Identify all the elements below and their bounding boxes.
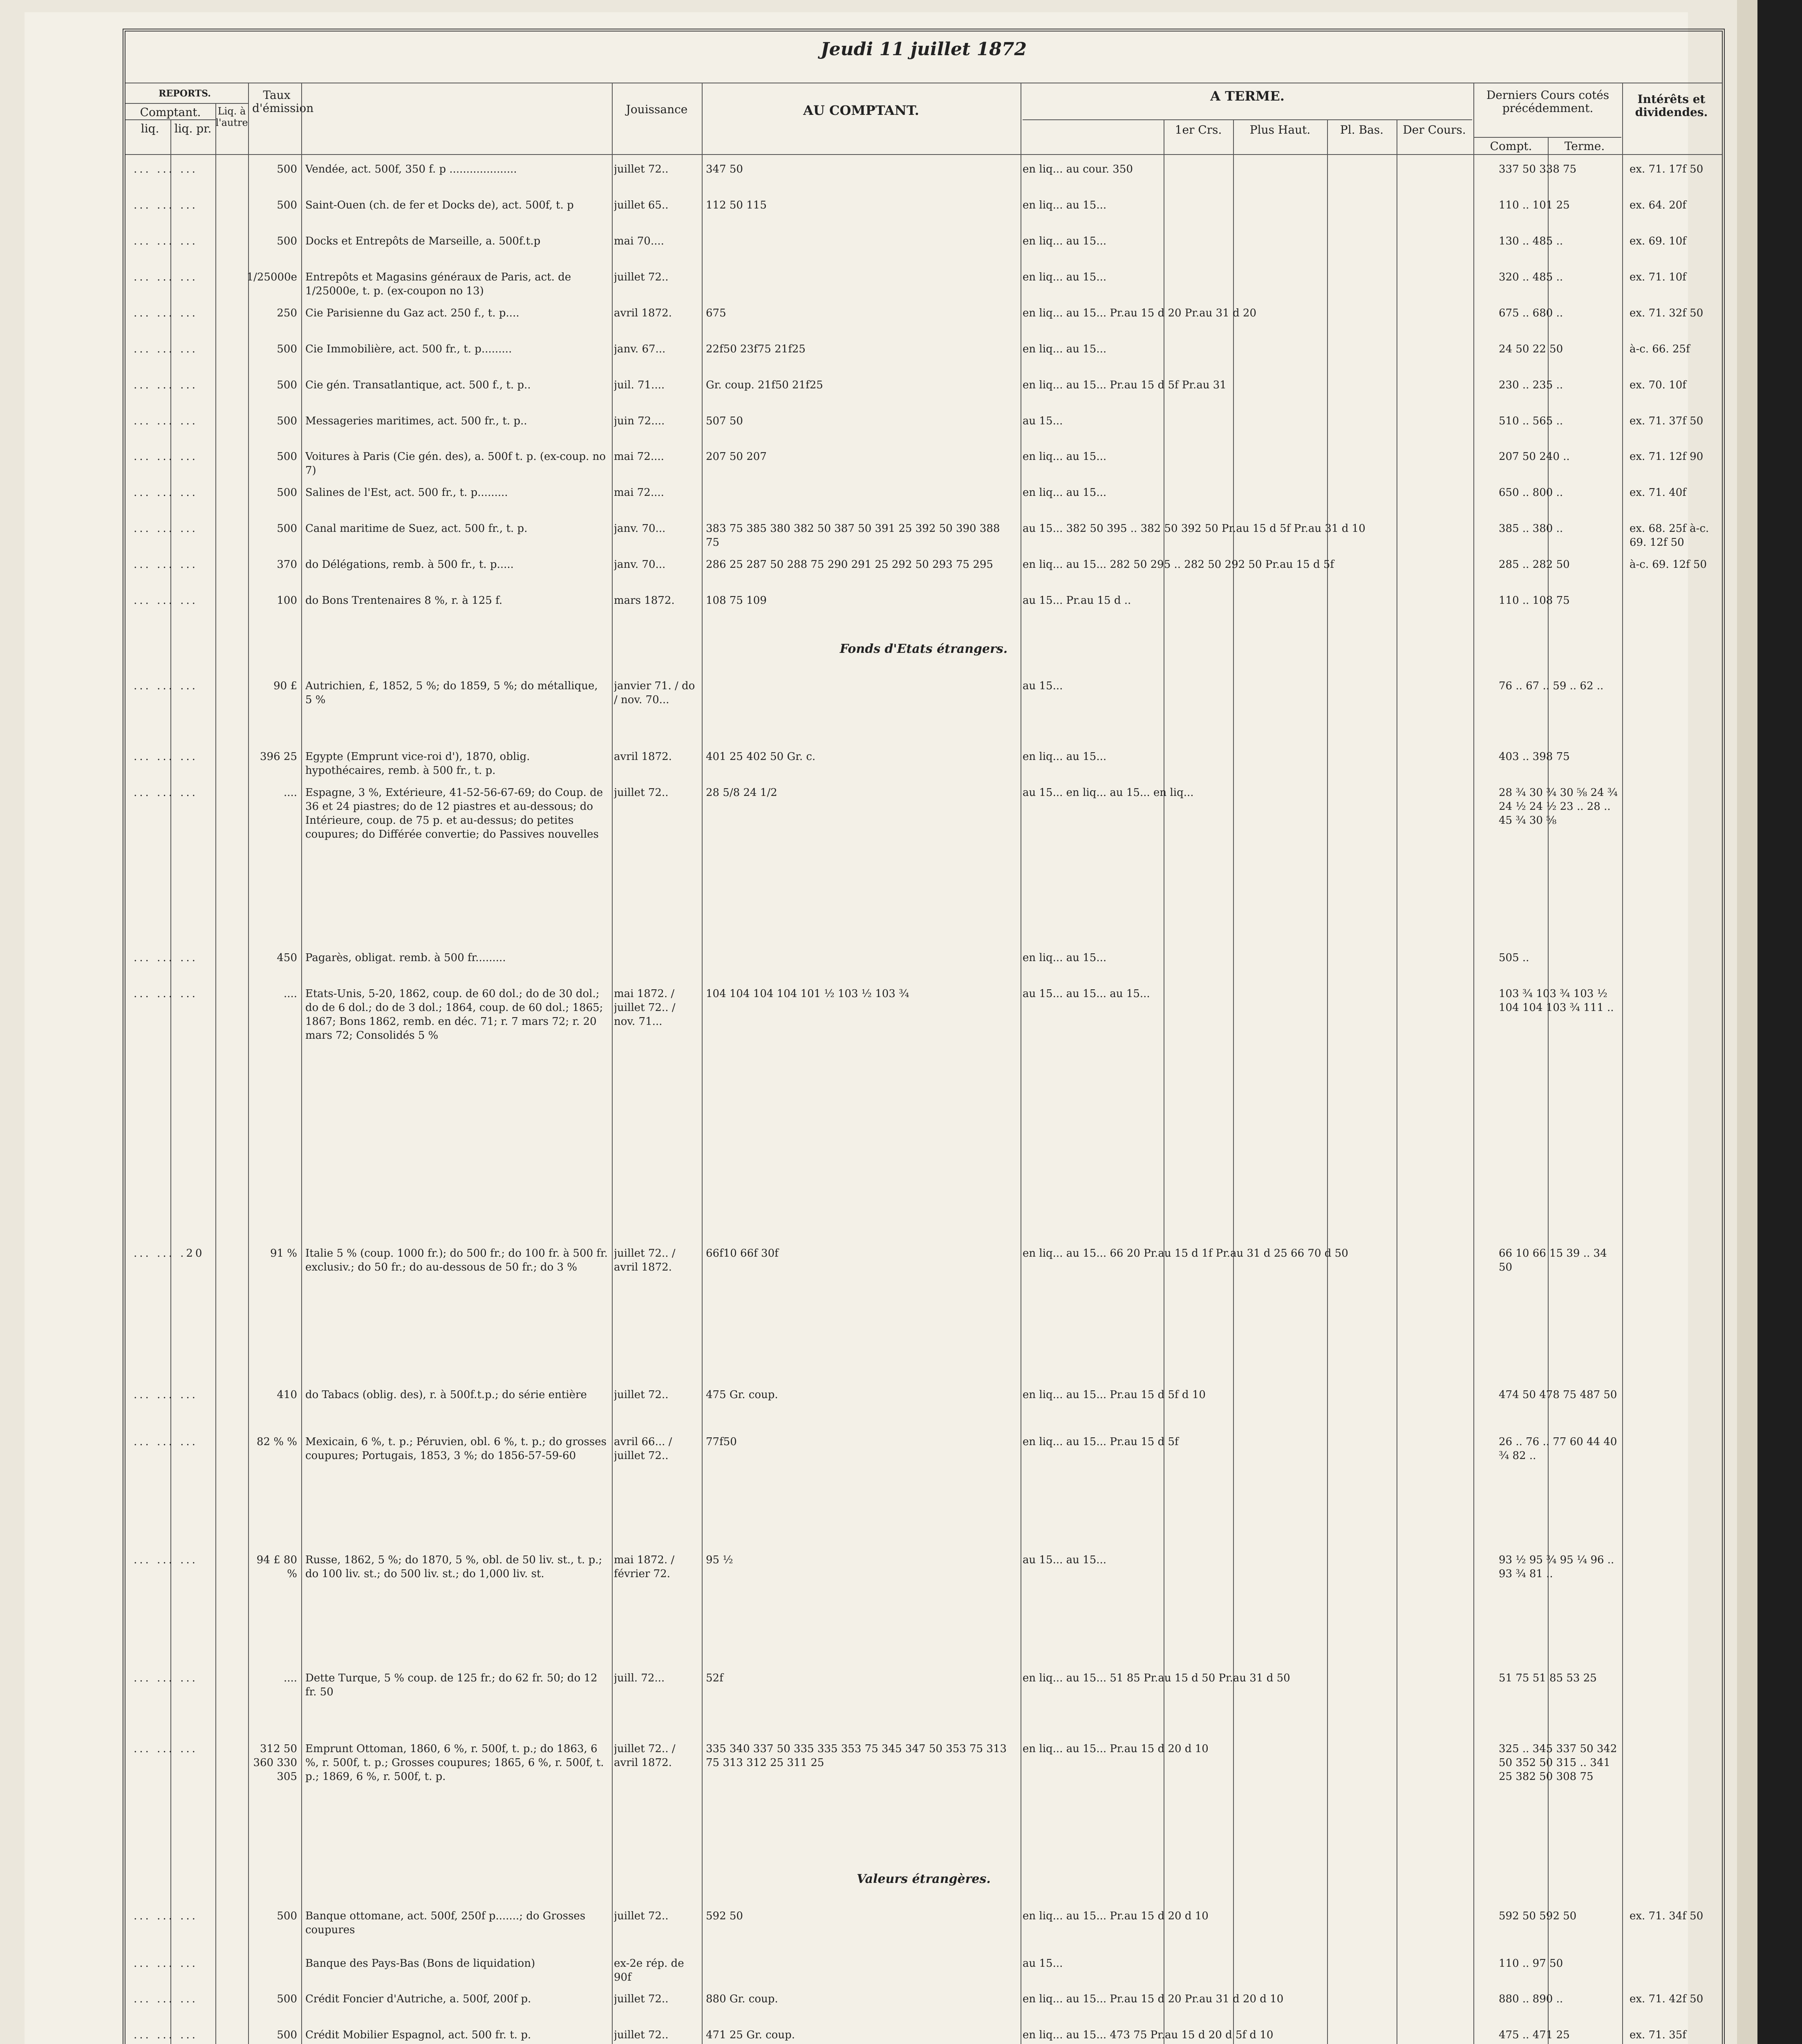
reports-cell: ... ... ... [134,379,198,391]
reports-cell: ... ... ... [134,235,198,247]
previous-prices: 230 .. 235 .. [1499,379,1563,391]
reports-cell: ... ... ... [134,415,198,427]
jouissance-cell: juillet 72.. [614,271,669,283]
security-name: Docks et Entrepôts de Marseille, a. 500f.t.p [305,235,541,247]
terme-prices: en liq... au 15... [1023,952,1107,964]
interest-cell: ex. 71. 40f [1630,486,1686,499]
reports-cell: ... ... ... [134,751,198,763]
reports-cell: ... ... ... [134,1436,198,1448]
security-name: Cie Immobilière, act. 500 fr., t. p......... [305,343,512,355]
previous-prices: 325 .. 345 337 50 342 50 352 50 315 .. 341 25 382 50 308 75 [1499,1742,1617,1783]
reports-cell: ... ... ... [134,343,198,355]
jouissance-cell: mai 72.... [614,486,664,499]
terme-prices: en liq... au 15... Pr.au 15 d 20 d 10 [1023,1742,1209,1755]
reports-cell: ... ... ... [134,199,198,211]
taux-cell: 312 50 360 330 305 [253,1742,297,1783]
header-compt: Compt. [1490,139,1532,153]
table-row [125,679,1722,750]
previous-prices: 110 .. 97 50 [1499,1957,1563,1970]
security-name: Saint-Ouen (ch. de fer et Docks de), act. 500f, t. p [305,199,574,211]
table-row [125,198,1722,234]
taux-cell: 396 25 [260,751,297,763]
terme-prices: au 15... en liq... au 15... en liq... [1023,787,1194,799]
header-jouissance: Jouissance [626,103,688,116]
jouissance-cell: juillet 72.. [614,1910,669,1923]
header-comptant: Comptant. [140,105,201,119]
interest-cell: ex. 68. 25f à-c. 69. 12f 50 [1630,522,1709,549]
interest-cell: ex. 71. 42f 50 [1630,1993,1704,2006]
table-row [125,270,1722,306]
comptant-prices: 52f [706,1672,723,1684]
taux-cell: 410 [277,1389,297,1401]
terme-prices: en liq... au 15... [1023,235,1107,247]
terme-prices: au 15... [1023,1957,1063,1970]
security-name: Italie 5 % (coup. 1000 fr.); do 500 fr.; do 100 fr. à 500 fr. exclusiv.; do 50 fr.; do au-dessous de 50 fr.; do 3 % [305,1247,608,1273]
security-name: Crédit Mobilier Espagnol, act. 500 fr. t. p. [305,2029,531,2042]
comptant-prices: 475 Gr. coup. [706,1389,778,1401]
terme-prices: au 15... [1023,680,1063,693]
reports-cell: ... ... ... [134,787,198,799]
terme-prices: au 15... au 15... [1023,1554,1107,1566]
jouissance-cell: juillet 72.. [614,1389,669,1401]
interest-cell: ex. 71. 35f [1630,2029,1686,2042]
comptant-prices [706,234,1016,270]
jouissance-cell: janvier 71. / do / nov. 70... [614,680,695,706]
security-name: Russe, 1862, 5 %; do 1870, 5 %, obl. de 50 liv. st., t. p.; do 100 liv. st.; do 500 liv. st.; do 1,000 liv. st. [305,1554,602,1580]
terme-prices: en liq... au 15... [1023,751,1107,763]
table-row [125,951,1722,987]
jouissance-cell: juillet 72.. / avril 1872. [614,1742,676,1769]
table-body [125,31,1722,2044]
previous-prices: 110 .. 108 75 [1499,594,1570,607]
reports-cell: ... ... ... [134,522,198,535]
previous-prices: 337 50 338 75 [1499,163,1577,175]
header-a-terme: A TERME. [1210,88,1285,104]
previous-prices: 51 75 51 85 53 25 [1499,1672,1597,1684]
interest-cell: ex. 64. 20f [1630,199,1686,211]
interest-cell [1630,1671,1719,1742]
interest-cell: ex. 69. 10f [1630,235,1686,247]
terme-prices: en liq... au 15... Pr.au 15 d 20 Pr.au 31 d 20 [1023,307,1257,319]
reports-cell: ... ... ... [134,988,198,1000]
comptant-prices: 383 75 385 380 382 50 387 50 391 25 392 50 390 388 75 [706,522,1000,549]
taux-cell: 1/25000e [246,271,297,283]
table-row [125,1909,1722,1956]
taux-cell: 500 [277,486,297,499]
comptant-prices: 22f50 23f75 21f25 [706,343,806,355]
interest-cell: à-c. 69. 12f 50 [1630,558,1707,571]
table-row [125,786,1722,951]
interest-cell [1630,1553,1719,1671]
reports-cell: ... ... ... [134,163,198,175]
comptant-prices [706,486,1016,522]
terme-prices: au 15... au 15... au 15... [1023,988,1150,1000]
taux-cell: 91 % [270,1247,297,1260]
comptant-prices: Gr. coup. 21f50 21f25 [706,379,823,391]
previous-prices: 592 50 592 50 [1499,1910,1577,1923]
terme-prices: en liq... au 15... Pr.au 15 d 20 d 10 [1023,1910,1209,1923]
jouissance-cell: juillet 72.. / avril 1872. [614,1247,676,1273]
comptant-prices: 207 50 207 [706,450,767,463]
interest-cell: à-c. 66. 25f [1630,343,1690,355]
interest-cell [1630,951,1719,987]
table-row [125,594,1722,630]
interest-cell: ex. 70. 10f [1630,379,1686,391]
previous-prices: 110 .. 101 25 [1499,199,1570,211]
reports-cell: ... ... ... [134,1554,198,1566]
table-row [125,2028,1722,2044]
interest-cell: ex. 71. 34f 50 [1630,1910,1704,1923]
terme-prices: en liq... au 15... [1023,199,1107,211]
jouissance-cell: mai 1872. / février 72. [614,1554,675,1580]
taux-cell: 370 [277,558,297,571]
jouissance-cell: avril 1872. [614,307,672,319]
header-taux: Taux d'émission [252,88,314,115]
reports-cell: ... ... ... [134,594,198,607]
table-row [125,414,1722,450]
terme-prices: en liq... au cour. 350 [1023,163,1133,175]
table-row [125,306,1722,342]
security-name: Canal maritime de Suez, act. 500 fr., t. p. [305,522,528,535]
jouissance-cell: juill. 72... [614,1672,665,1684]
interest-cell [1630,1388,1719,1435]
reports-cell: ... ... ... [134,2029,198,2042]
table-row [125,1957,1722,1992]
previous-prices: 93 ½ 95 ¾ 95 ¼ 96 .. 93 ¾ 81 .. [1499,1554,1614,1580]
comptant-prices: 592 50 [706,1910,743,1923]
jouissance-cell: janv. 67... [614,343,666,355]
interest-cell [1630,1435,1719,1553]
terme-prices: en liq... au 15... 282 50 295 .. 282 50 292 50 Pr.au 15 d 5f [1023,558,1334,571]
security-name: Cie Parisienne du Gaz act. 250 f., t. p.... [305,307,519,319]
taux-cell: 500 [277,163,297,175]
security-name: do Tabacs (oblig. des), r. à 500f.t.p.; do série entière [305,1389,587,1401]
reports-cell: ... ... ... [134,558,198,571]
table-row [125,1553,1722,1671]
reports-cell: ... ... ... [134,1993,198,2006]
previous-prices: 26 .. 76 .. 77 60 44 40 ¾ 82 .. [1499,1436,1617,1462]
terme-prices: en liq... au 15... 473 75 Pr.au 15 d 20 d 5f d 10 [1023,2029,1274,2042]
security-name: Dette Turque, 5 % coup. de 125 fr.; do 62 fr. 50; do 12 fr. 50 [305,1672,598,1698]
header-premier-cours: 1er Crs. [1175,123,1222,137]
comptant-prices [706,270,1016,306]
table-row [125,378,1722,414]
taux-cell: 500 [277,379,297,391]
taux-cell: 500 [277,1993,297,2006]
previous-prices: 675 .. 680 .. [1499,307,1563,319]
taux-cell: 500 [277,522,297,535]
reports-cell: ... ... ... [134,1389,198,1401]
header-liq-a-lautre: Liq. à l'autre [215,105,248,128]
taux-cell: 90 £ [273,680,297,693]
taux-cell: 500 [277,450,297,463]
terme-prices: au 15... 382 50 395 .. 382 50 392 50 Pr.au 15 d 5f Pr.au 31 d 10 [1023,522,1365,535]
security-name: Voitures à Paris (Cie gén. des), a. 500f t. p. (ex-coup. no 7) [305,450,606,477]
security-name: Emprunt Ottoman, 1860, 6 %, r. 500f, t. p.; do 1863, 6 %, r. 500f, t. p.; Grosses coupures; 1865, 6 %, r. 500f, t. p.; 1869, 6 %, r. 500f, t. p. [305,1742,604,1783]
terme-prices: en liq... au 15... [1023,450,1107,463]
terme-prices: en liq... au 15... [1023,343,1107,355]
header-liq-pr: liq. pr. [174,122,212,135]
previous-prices: 285 .. 282 50 [1499,558,1570,571]
previous-prices: 24 50 22 50 [1499,343,1563,355]
reports-cell: ... ... ... [134,952,198,964]
taux-cell: 100 [277,594,297,607]
reports-cell: ... ... ... [134,1957,198,1970]
previous-prices: 66 10 66 15 39 .. 34 50 [1499,1247,1607,1273]
reports-cell: ... ... ... [134,307,198,319]
jouissance-cell: janv. 70... [614,558,666,571]
interest-cell: ex. 71. 10f [1630,271,1686,283]
comptant-prices: 104 104 104 104 101 ½ 103 ½ 103 ¾ [706,988,909,1000]
taux-cell: 250 [277,307,297,319]
previous-prices: 403 .. 398 75 [1499,751,1570,763]
terme-prices: en liq... au 15... [1023,271,1107,283]
comptant-prices: 112 50 115 [706,199,767,211]
jouissance-cell: juillet 72.. [614,2029,669,2042]
comptant-prices: 66f10 66f 30f [706,1247,779,1260]
taux-cell: 500 [277,235,297,247]
previous-prices: 385 .. 380 .. [1499,522,1563,535]
header-terme: Terme. [1564,139,1605,153]
previous-prices: 28 ¾ 30 ¾ 30 ⅝ 24 ¾ 24 ½ 24 ½ 23 .. 28 .. 45 ¾ 30 ⅝ [1499,787,1618,827]
comptant-prices: 401 25 402 50 Gr. c. [706,751,816,763]
comptant-prices: 335 340 337 50 335 335 353 75 345 347 50 353 75 313 75 313 312 25 311 25 [706,1742,1007,1769]
security-name: Mexicain, 6 %, t. p.; Péruvien, obl. 6 %, t. p.; do grosses coupures; Portugais, 1853, 3 %; do 1856-57-59-60 [305,1436,607,1462]
table-row [125,1992,1722,2028]
header-liq: liq. [141,122,159,135]
interest-cell [1630,1957,1719,1992]
table-row [125,558,1722,594]
reports-cell: ... ... ... [134,271,198,283]
header-reports: REPORTS. [159,88,211,99]
taux-cell: .... [283,1672,297,1684]
taux-cell: .... [283,988,297,1000]
comptant-prices: 347 50 [706,163,743,175]
table-row [125,522,1722,558]
security-name: Banque ottomane, act. 500f, 250f p.......; do Grosses coupures [305,1910,586,1936]
table-row [125,1742,1722,1860]
reports-cell: ... ... ... [134,486,198,499]
jouissance-cell: avril 1872. [614,751,672,763]
comptant-prices [706,679,1016,750]
header-derniers-cours: Derniers Cours cotés précédemment. [1486,88,1609,115]
terme-prices: en liq... au 15... [1023,486,1107,499]
interest-cell: ex. 71. 12f 90 [1630,450,1704,463]
security-name: do Délégations, remb. à 500 fr., t. p..... [305,558,514,571]
comptant-prices: 108 75 109 [706,594,767,607]
taux-cell: 500 [277,2029,297,2042]
terme-prices: en liq... au 15... 51 85 Pr.au 15 d 50 Pr.au 31 d 50 [1023,1672,1290,1684]
interest-cell [1630,679,1719,750]
security-name: Vendée, act. 500f, 350 f. p .................... [305,163,517,175]
security-name: Banque des Pays-Bas (Bons de liquidation) [305,1957,535,1970]
taux-cell: 94 £ 80 % [256,1554,297,1580]
comptant-prices [706,1957,1016,1992]
header-interets: Intérêts et dividendes. [1635,92,1708,119]
taux-cell: .... [283,787,297,799]
jouissance-cell: mai 70.... [614,235,664,247]
taux-cell: 500 [277,1910,297,1923]
jouissance-cell: juillet 72.. [614,787,669,799]
page-title: Jeudi 11 juillet 1872 [820,39,1027,60]
previous-prices: 510 .. 565 .. [1499,415,1563,427]
interest-cell [1630,750,1719,786]
jouissance-cell: janv. 70... [614,522,666,535]
table-row [125,162,1722,198]
table-row [125,1435,1722,1553]
jouissance-cell: juillet 72.. [614,1993,669,2006]
table-row [125,342,1722,378]
terme-prices: en liq... au 15... Pr.au 15 d 5f d 10 [1023,1389,1206,1401]
previous-prices: 207 50 240 .. [1499,450,1570,463]
security-name: Cie gén. Transatlantique, act. 500 f., t. p.. [305,379,531,391]
previous-prices: 320 .. 485 .. [1499,271,1563,283]
interest-cell: ex. 71. 32f 50 [1630,307,1704,319]
comptant-prices: 880 Gr. coup. [706,1993,778,2006]
interest-cell [1630,987,1719,1246]
interest-cell [1630,594,1719,630]
previous-prices: 505 .. [1499,952,1529,964]
previous-prices: 475 .. 471 25 [1499,2029,1570,2042]
table-row [125,1388,1722,1435]
interest-cell [1630,1246,1719,1388]
terme-prices: en liq... au 15... 66 20 Pr.au 15 d 1f Pr.au 31 d 25 66 70 d 50 [1023,1247,1348,1260]
comptant-prices: 286 25 287 50 288 75 290 291 25 292 50 293 75 295 [706,558,993,571]
jouissance-cell: mai 1872. / juillet 72.. / nov. 71... [614,988,676,1028]
reports-cell: ... ... ... [134,1910,198,1923]
taux-cell: 500 [277,343,297,355]
previous-prices: 130 .. 485 .. [1499,235,1563,247]
reports-cell: ... ... ... [134,680,198,693]
jouissance-cell: juil. 71.... [614,379,665,391]
comptant-prices: 28 5/8 24 1/2 [706,787,777,799]
comptant-prices: 507 50 [706,415,743,427]
interest-cell: ex. 71. 37f 50 [1630,415,1704,427]
header-dernier-cours: Der Cours. [1403,123,1466,137]
taux-cell: 450 [277,952,297,964]
security-name: Messageries maritimes, act. 500 fr., t. p.. [305,415,527,427]
header-plus-haut: Plus Haut. [1249,123,1311,137]
table-row [125,1246,1722,1388]
comptant-prices: 675 [706,307,726,319]
jouissance-cell: avril 66... / juillet 72.. [614,1436,672,1462]
interest-cell [1630,786,1719,951]
taux-cell: 82 % % [256,1436,297,1448]
binding-edge [1757,0,1802,2044]
terme-prices: au 15... [1023,415,1063,427]
table-row [125,486,1722,522]
security-name: Salines de l'Est, act. 500 fr., t. p......... [305,486,508,499]
price-table [123,29,1725,2044]
jouissance-cell: juillet 65.. [614,199,669,211]
table-row [125,987,1722,1246]
security-name: Autrichien, £, 1852, 5 %; do 1859, 5 %; do métallique, 5 % [305,680,598,706]
comptant-prices: 77f50 [706,1436,737,1448]
terme-prices: en liq... au 15... Pr.au 15 d 5f [1023,1436,1179,1448]
security-name: Entrepôts et Magasins généraux de Paris, act. de 1/25000e, t. p. (ex-coupon no 13) [305,271,571,297]
security-name: Egypte (Emprunt vice-roi d'), 1870, oblig. hypothécaires, remb. à 500 fr., t. p. [305,751,530,777]
security-name: do Bons Trentenaires 8 %, r. à 125 f. [305,594,503,607]
previous-prices: 880 .. 890 .. [1499,1993,1563,2006]
terme-prices: en liq... au 15... Pr.au 15 d 5f Pr.au 31 [1023,379,1227,391]
reports-cell: ... ... ... [134,1672,198,1684]
jouissance-cell: mai 72.... [614,450,664,463]
header-plus-bas: Pl. Bas. [1340,123,1384,137]
reports-cell: ... ... .20 [134,1247,205,1260]
previous-prices: 650 .. 800 .. [1499,486,1563,499]
section-heading: Valeurs étrangères. [857,1872,991,1887]
security-name: Espagne, 3 %, Extérieure, 41-52-56-67-69; do Coup. de 36 et 24 piastres; do de 12 piastres et au-dessous; do Intérieure, coup. de 75 p. et au-dessus; do petites coupures; do Différée convertie; do Passives nouvelles [305,787,603,841]
terme-prices: en liq... au 15... Pr.au 15 d 20 Pr.au 31 d 20 d 10 [1023,1993,1284,2006]
security-name: Crédit Foncier d'Autriche, a. 500f, 200f p. [305,1993,531,2006]
interest-cell [1630,1742,1719,1860]
comptant-prices: 95 ½ [706,1554,733,1566]
comptant-prices: 471 25 Gr. coup. [706,2029,795,2042]
terme-prices: au 15... Pr.au 15 d .. [1023,594,1131,607]
security-name: Etats-Unis, 5-20, 1862, coup. de 60 dol.; do de 30 dol.; do de 6 dol.; do de 3 dol.; 1864, coup. de 60 dol.; 1865; 1867; Bons 1862, remb. en déc. 71; r. 7 mars 72; r. 20 mars 72; Consolidés 5 % [305,988,603,1042]
table-row [125,1671,1722,1742]
jouissance-cell [614,951,700,987]
table-row [125,450,1722,486]
comptant-prices [706,951,1016,987]
jouissance-cell: juin 72.... [614,415,665,427]
previous-prices: 474 50 478 75 487 50 [1499,1389,1617,1401]
table-row [125,234,1722,270]
jouissance-cell: ex-2e rép. de 90f [614,1957,684,1983]
reports-cell: ... ... ... [134,1742,198,1755]
previous-prices: 103 ¾ 103 ¾ 103 ½ 104 104 103 ¾ 111 .. [1499,988,1614,1014]
taux-cell [246,1957,297,1992]
table-row [125,750,1722,786]
previous-prices: 76 .. 67 .. 59 .. 62 .. [1499,680,1604,693]
jouissance-cell: juillet 72.. [614,163,669,175]
reports-cell: ... ... ... [134,450,198,463]
jouissance-cell: mars 1872. [614,594,675,607]
taux-cell: 500 [277,199,297,211]
header-au-comptant: AU COMPTANT. [803,103,919,118]
security-name: Pagarès, obligat. remb. à 500 fr......... [305,952,506,964]
interest-cell: ex. 71. 17f 50 [1630,163,1704,175]
taux-cell: 500 [277,415,297,427]
section-heading: Fonds d'Etats étrangers. [839,642,1008,657]
